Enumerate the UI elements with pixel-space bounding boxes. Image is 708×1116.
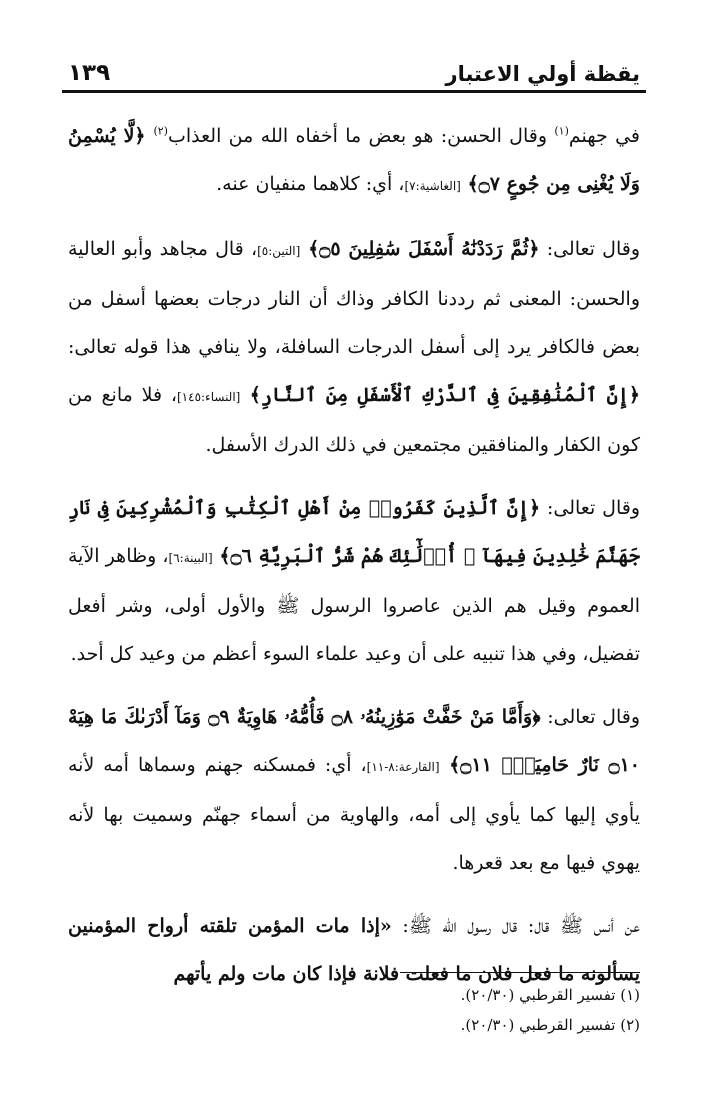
- text: ، فلا مانع من كون الكفار والمنافقين مجتمعين في ذلك الدرك الأسفل.: [68, 384, 640, 456]
- page-number: ١٣٩: [68, 60, 111, 86]
- quran-verse: ﴿لَّا يُسْمِنُ وَلَا يُغْنِى مِن جُوعٍ ۝٧﴾: [68, 125, 640, 195]
- footnote-1: (١) تفسير القرطبي (٢٠/٣٠).: [460, 986, 640, 1004]
- text: ، أي: فمسكنه جهنم وسماها أمه لأنه يأوي إليها كما يأوي إلى أمه، والهاوية من أسماء جهنّم وسميت بها لأنه يهوي فيها مع بعد قعرها.: [68, 754, 640, 874]
- page-body: [68, 112, 640, 1013]
- quran-verse: ﴿إِنَّ ٱلَّذِينَ كَفَرُوا۟ مِنْ أَهْلِ ٱلْكِتَٰبِ وَٱلْمُشْرِكِينَ فِى نَارِ جَهَنَّمَ خَٰلِدِينَ فِيهَآ ۚ أُو۟لَٰٓئِكَ هُمْ شَرُّ ٱلْبَرِيَّةِ ۝٦﴾: [68, 497, 641, 567]
- footnote-2: (٢) تفسير القرطبي (٢٠/٣٠).: [460, 1016, 640, 1034]
- quran-verse: ﴿وَأَمَّا مَنْ خَفَّتْ مَوَٰزِينُهُۥ ۝٨ فَأُمُّهُۥ هَاوِيَةٌ ۝٩ وَمَآ أَدْرَىٰكَ مَا هِيَهْ ۝١٠ نَارٌ حَامِيَةٌۢ ۝١١﴾: [68, 706, 641, 776]
- paragraph-2: [68, 225, 640, 469]
- verse-reference: [القارعة:٨-١١]: [366, 760, 440, 774]
- header-rule: [62, 90, 646, 93]
- quran-verse: ﴿ثُمَّ رَدَدْنَٰهُ أَسْفَلَ سَٰفِلِينَ ۝٥﴾: [300, 238, 540, 260]
- footnote-ref-1: (١): [554, 124, 569, 138]
- verse-reference: [الغاشية:٧]: [404, 179, 461, 193]
- verse-reference: [النساء:١٤٥]: [176, 390, 241, 404]
- hadith-text: «إذا مات المؤمن تلقته أرواح المؤمنين يسألونه ما فعل فلان ما فعلت فلانة فإذا كان مات ولم يأتهم: [68, 915, 640, 985]
- text: وقال تعالى:: [540, 497, 640, 519]
- paragraph-3: [68, 484, 640, 678]
- running-header: [68, 52, 640, 86]
- book-title: يقظة أولي الاعتبار: [445, 62, 640, 86]
- text: وقال الحسن: هو بعض ما أخفاه الله من العذاب: [167, 125, 555, 147]
- paragraph-1: [68, 112, 640, 210]
- text: ، أي: كلاهما منفيان عنه.: [216, 173, 405, 195]
- text: ، وظاهر الآية العموم وقيل هم الذين عاصروا الرسول ﷺ والأول أولى، وشر أفعل تفضيل، وفي هذا تنبيه على أن وعيد علماء السوء أعظم من وعيد كل أحد.: [68, 545, 640, 665]
- verse-reference: [التين:٥]: [257, 244, 301, 258]
- text: وقال تعالى:: [539, 238, 641, 260]
- text: عن أنس ﷺ قال: قال رسول الله ﷺ:: [391, 915, 640, 937]
- text: في جهنم: [568, 125, 640, 147]
- text: ، قال مجاهد وأبو العالية والحسن: المعنى ثم رددنا الكافر وذاك أن النار درجات بعضها أسفل من بعض فالكافر يرد إلى أسفل الدرجات السافلة، ولا ينافي هذا قوله تعالى:: [68, 238, 640, 358]
- footnote-rule: [400, 972, 640, 973]
- quran-verse: ﴿إِنَّ ٱلْمُنَٰفِقِينَ فِى ٱلدَّرْكِ ٱلْأَسْفَلِ مِنَ ٱلنَّارِ﴾: [240, 384, 640, 406]
- footnotes: [68, 980, 640, 1040]
- paragraph-4: [68, 693, 640, 887]
- footnote-ref-2: (٢): [153, 124, 168, 138]
- text: وقال تعالى:: [540, 706, 640, 728]
- verse-reference: [البينة:٦]: [168, 551, 213, 565]
